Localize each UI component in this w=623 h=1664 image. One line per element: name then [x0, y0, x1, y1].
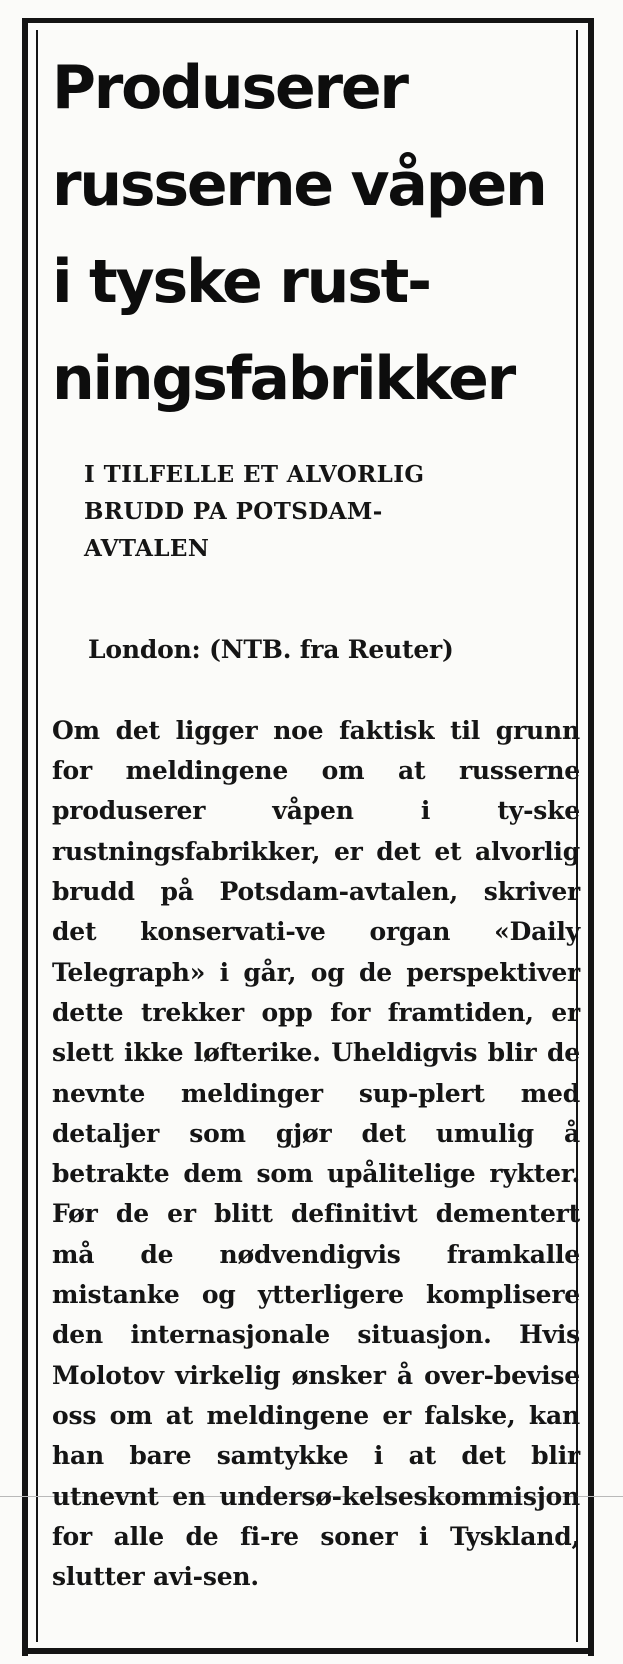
- frame-inner-left-rule: [36, 30, 38, 1642]
- frame-left-rule: [22, 18, 28, 1656]
- article-subheadline: I TILFELLE ET ALVORLIG BRUDD PA POTSDAM- AVTALEN: [84, 461, 425, 562]
- frame-bottom-rule: [22, 1648, 594, 1654]
- article-body-paragraph: Om det ligger noe faktisk til grunn for meldingene om at russerne produserer våpen i ty-ske rustningsfabrikker, er det et alvorlig brudd på Potsdam-avtalen, skriver det konservati-ve organ «Daily Telegraph» i går, og de perspektiver dette trekker opp for framtiden, er slett ikke løfterike. Uheldigvis blir de nevnte meldinger sup-plert med detaljer som gjør det umulig å betrakte dem som upålitelige rykter. Før de er blitt definitivt dementert må de nødvendigvis framkalle mistanke og ytterligere komplisere den internasjonale situasjon. Hvis Molotov virkelig ønsker å over-bevise oss om at meldingene er falske, kan han bare samtykke i at det blir utnevnt en undersø-kelseskommisjon for alle de fi-re soner i Tyskland, slutter avi-sen.: [52, 715, 580, 1592]
- frame-top-rule: [22, 18, 594, 23]
- article-body: [52, 590, 580, 1638]
- article-dateline: London: (NTB. fra Reuter): [88, 635, 454, 665]
- article-headline: Produserer russerne våpen i tyske rust- ningsfabrikker: [52, 53, 546, 414]
